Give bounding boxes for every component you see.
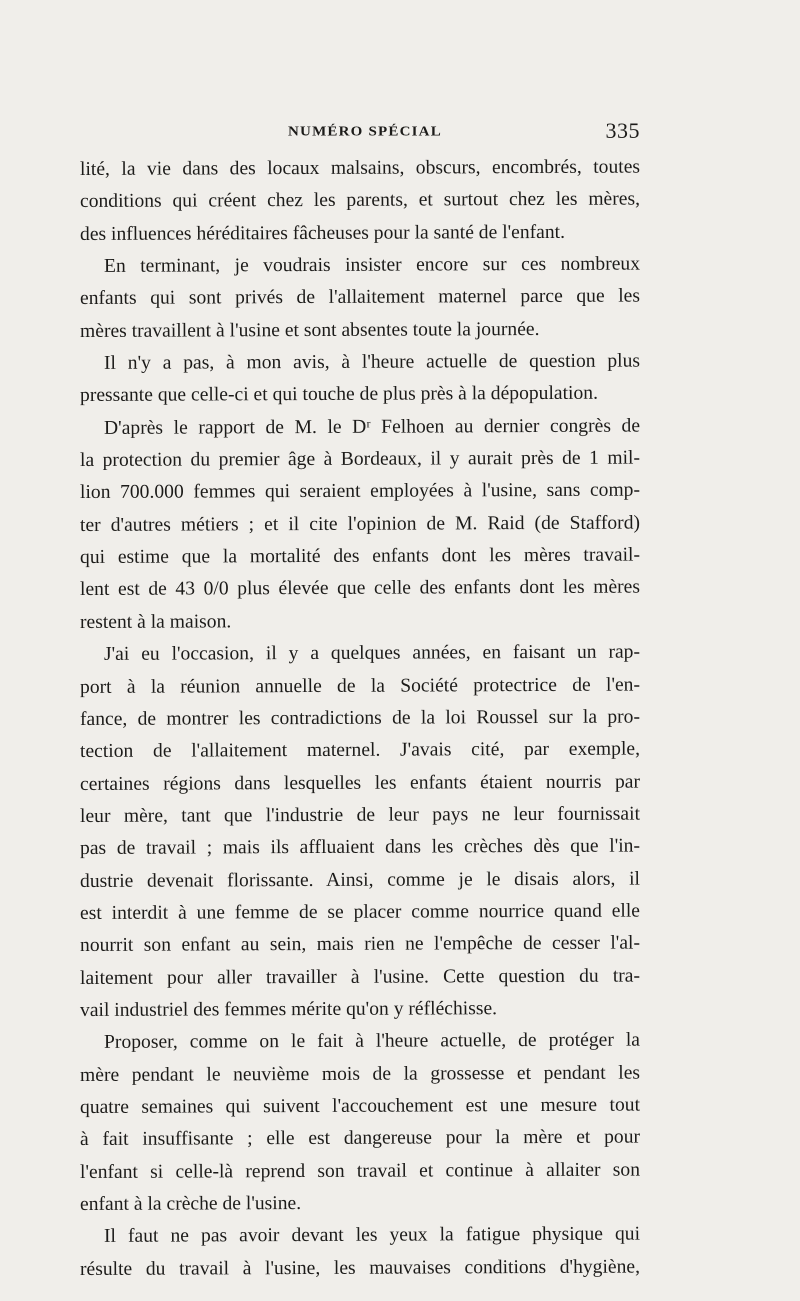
running-title: NUMÉRO SPÉCIAL: [288, 124, 442, 140]
text-line: lion 700.000 femmes qui seraient employées à l'usine, sans comp-: [79, 479, 641, 504]
text-line: Il faut ne pas avoir devant les yeux la fatigue physique qui: [103, 1223, 641, 1248]
text-line: fance, de montrer les contradictions de la loi Roussel sur la pro-: [79, 706, 641, 730]
text-line: D'après le rapport de M. le Dʳ Felhoen au dernier congrès de: [103, 415, 641, 439]
text-line: tection de l'allaitement maternel. J'avais cité, par exemple,: [79, 738, 641, 763]
page-header: [80, 118, 640, 148]
text-line: à fait insuffisante ; elle est dangereuse pour la mère et pour: [79, 1126, 641, 1151]
text-line: pas de travail ; mais ils affluaient dans les crèches dès que l'in-: [79, 835, 641, 860]
text-line: lité, la vie dans des locaux malsains, obscurs, encombrés, toutes: [79, 156, 641, 180]
text-line: conditions qui créent chez les parents, et surtout chez les mères,: [79, 188, 641, 213]
text-line: En terminant, je voudrais insister encore sur ces nombreux: [103, 253, 641, 277]
text-line: certaines régions dans lesquelles les enfants étaient nourris par: [79, 771, 641, 795]
text-line: la protection du premier âge à Bordeaux, il y aurait près de 1 mil-: [79, 447, 641, 472]
text-line: vail industriel des femmes mérite qu'on y réfléchisse.: [79, 998, 498, 1021]
text-line: enfant à la crèche de l'usine.: [79, 1193, 302, 1215]
text-line: des influences héréditaires fâcheuses pour la santé de l'enfant.: [79, 221, 566, 245]
text-line: J'ai eu l'occasion, il y a quelques années, en faisant un rap-: [103, 641, 641, 666]
text-line: l'enfant si celle-là reprend son travail et continue à allaiter son: [79, 1159, 641, 1183]
text-line: dustrie devenait florissante. Ainsi, comme je le disais alors, il: [79, 868, 641, 892]
text-line: port à la réunion annuelle de la Société protectrice de l'en-: [79, 674, 641, 698]
text-line: quatre semaines qui suivent l'accouchement est une mesure tout: [79, 1094, 641, 1118]
text-line: pressante que celle-ci et qui touche de plus près à la dépopulation.: [79, 383, 599, 407]
text-line: leur mère, tant que l'industrie de leur pays ne leur fournissait: [79, 803, 641, 827]
text-line: Il n'y a pas, à mon avis, à l'heure actuelle de question plus: [103, 350, 641, 374]
text-line: qui estime que la mortalité des enfants dont les mères travail-: [79, 544, 641, 569]
text-line: est interdit à une femme de se placer comme nourrice quand elle: [79, 900, 641, 924]
text-line: lent est de 43 0/0 plus élevée que celle des enfants dont les mères: [79, 577, 641, 601]
text-line: mère pendant le neuvième mois de la grossesse et pendant les: [79, 1062, 641, 1086]
text-line: ter d'autres métiers ; et il cite l'opinion de M. Raid (de Stafford): [79, 512, 641, 536]
page-number: 335: [605, 118, 640, 143]
text-line: mères travaillent à l'usine et sont absentes toute la journée.: [79, 318, 540, 342]
text-line: restent à la maison.: [79, 611, 232, 633]
text-line: enfants qui sont privés de l'allaitement maternel parce que les: [79, 285, 641, 310]
text-line: laitement pour aller travailler à l'usine. Cette question du tra-: [79, 965, 641, 989]
text-line: résulte du travail à l'usine, les mauvaises conditions d'hygiène,: [79, 1256, 641, 1280]
body-text: [80, 154, 640, 1286]
text-line: Proposer, comme on le fait à l'heure actuelle, de protéger la: [103, 1029, 641, 1054]
text-line: nourrit son enfant au sein, mais rien ne l'empêche de cesser l'al-: [79, 932, 641, 957]
